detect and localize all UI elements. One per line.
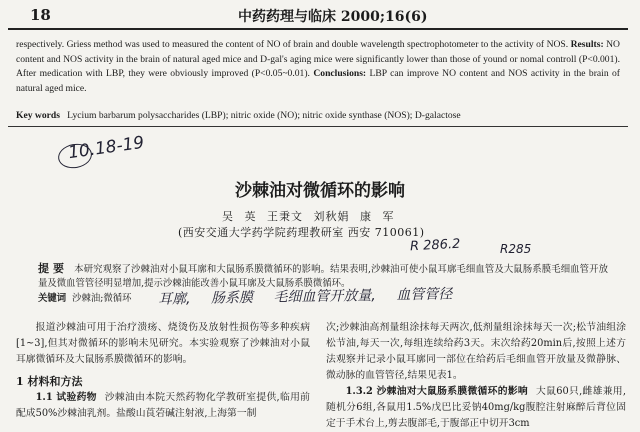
handwritten-classification-2: R285 [500,242,532,256]
right-paragraph: 次;沙棘油高剂量组涂抹每天两次,低剂量组涂抹每天一次;松节油组涂松节油,每天一次,每组连续给药3天。末次给药20min后,按照上述方法观察并记录小鼠耳廓同一部位在给药后毛细血管开放量及微静脉、微动脉的血管管径,结果见表1。 [326,322,626,381]
english-abstract [16,38,620,96]
intro-paragraph: 报道沙棘油可用于治疗溃疡、烧烫伤及放射性损伤等多种疾病[1~3],但其对微循环的影响未见研究。本实验观察了沙棘油对小鼠耳廓微循环及大鼠肠系膜微循环的影响。 [16,322,310,365]
abstract-line-1: respectively. Griess method was used to measured the content of NO of brain and double wavelength spectrophotometer to the activity of [16,39,545,50]
article-affiliation: (西安交通大学药学院药理教研室 西安 710061) [178,226,425,239]
body-left-column [16,320,310,422]
abstract-line-2: NOS. [546,39,569,50]
journal-header: 中药药理与临床 2000;16(6) [238,9,428,25]
abstract-line-3: NO content and NOS activity in the brain of natural aged mice and D-gal's aging mice were significantly lower than those of [16,39,620,65]
chinese-keywords [38,290,132,304]
abstract-line-4: yound or nomal controll (P<0.001). After medication with LBP, they were obviously improved (P<0.05~0.01). [16,53,620,80]
chinese-keywords-text: 沙棘油;微循环 [72,293,132,304]
conclusions-label: Conclusions: [313,68,367,80]
section-rule [8,126,628,127]
handwritten-date: 10.18-19 [66,132,146,164]
english-keywords [16,110,620,121]
section-heading: 1 材料和方法 [16,375,83,388]
subsection-1-3-2-heading: 1.3.2 沙棘油对大鼠肠系膜微循环的影响 [345,386,529,397]
abstract-line-5: LBP [366,68,387,80]
handwritten-classification-1: R 286.2 [409,236,461,255]
chinese-keywords-label: 关键词 [38,293,67,304]
keywords-label: Key words [16,110,60,121]
abstract-line-6: can improve NO content and NOS activity in the brain of natural aged mice. [16,68,620,94]
keywords-text: Lycium barbarum polysaccharides (LBP); nitric oxide (NO); nitric oxide synthase (NOS); D-galactose [67,110,461,121]
page-number: 18 [30,6,51,24]
article-title: 沙棘油对微循环的影响 [235,181,405,201]
summary-label: 提 要 [38,262,65,275]
results-label: Results: [570,39,604,50]
subsection-1-1-heading: 1.1 试验药物 [35,392,97,403]
subsection-1-1-text: 沙棘油由本院天然药物化学教研室提供,临用前配成50%沙棘油乳剂。盐酸山莨菪碱注射液,上海第一制 [16,392,310,419]
body-right-column [326,320,626,432]
handwritten-keywords: 耳廓, 肠系膜 毛细血管开放量, 血管管径 [157,286,453,308]
summary-text: 本研究观察了沙棘油对小鼠耳廓和大鼠肠系膜微循环的影响。结果表明,沙棘油可使小鼠耳廓毛细血管及大鼠肠系膜毛细血管开放量及微血管管径明显增加,提示沙棘油能改善小鼠耳廓及大鼠肠系膜微循环。 [38,264,608,289]
header-rule [8,28,628,30]
article-authors: 吴 英 王秉文 刘秋娟 康 军 [222,210,395,223]
subsection-1-3-2-text: 大鼠60只,雌雄兼用,随机分6组,各鼠用1.5%戊巴比妥钠40mg/kg腹腔注射麻醉后背位固定于手术台上,剪去腹部毛,于腹部正中切开3cm [326,386,626,429]
